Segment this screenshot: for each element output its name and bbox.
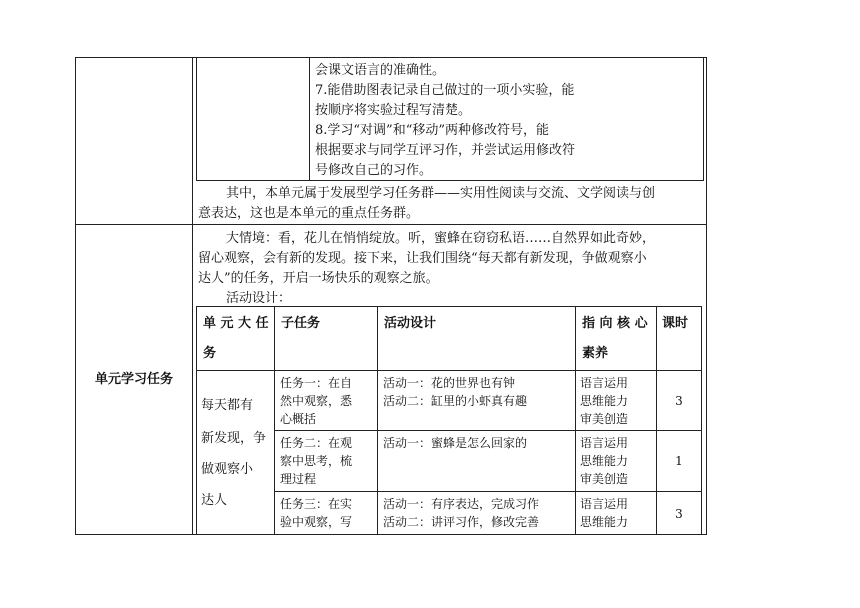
inner-top-right-border <box>703 57 704 181</box>
objective-line: 7.能借助图表记录自己做过的一项小实验，能 <box>315 83 575 98</box>
activity-table-col4 <box>575 306 576 534</box>
activity-line: 活动一：花的世界也有钟 <box>383 376 516 390</box>
big-task-line: 达人 <box>201 493 228 508</box>
literacy-line: 审美创造 <box>580 472 629 486</box>
label-column-divider <box>192 57 193 535</box>
scenario-line: 达人”的任务，开启一场快乐的观察之旅。 <box>198 271 439 286</box>
activity-table-top <box>196 306 702 307</box>
activity-line: 活动二：讲评习作，修改完善 <box>383 515 540 529</box>
sub-task-line: 任务一：在自 <box>280 376 353 390</box>
objective-line: 根据要求与同学互评习作，并尝试运用修改符 <box>315 143 576 158</box>
header-big-task: 单 元 大 任 <box>203 316 269 331</box>
summary-line: 意表达，这也是本单元的重点任务群。 <box>198 206 420 221</box>
hours-value: 3 <box>675 394 683 408</box>
outer-right-border <box>706 57 707 535</box>
objective-line: 号修改自己的习作。 <box>315 163 433 178</box>
hours-value: 1 <box>675 454 683 468</box>
big-task-line: 每天都有 <box>201 398 254 413</box>
literacy-line: 思维能力 <box>580 515 629 529</box>
sub-task-line: 任务三：在实 <box>280 497 353 511</box>
activity-table-left <box>196 306 197 534</box>
scenario-line: 留心观察，会有新的发现。接下来，让我们围绕“每天都有新发现，争做观察小 <box>198 251 647 266</box>
activity-table-col2 <box>274 306 275 534</box>
activity-line: 活动一：蜜蜂是怎么回家的 <box>383 436 528 450</box>
activity-design-label: 活动设计： <box>226 291 292 306</box>
sub-task-line: 任务二：在观 <box>280 436 353 450</box>
literacy-line: 语言运用 <box>580 497 629 511</box>
activity-line: 活动一：有序表达，完成习作 <box>383 497 540 511</box>
big-task-line: 新发现，争 <box>201 431 267 446</box>
literacy-line: 思维能力 <box>580 454 629 468</box>
objective-line: 8.学习“对调”和“移动”两种修改符号，能 <box>315 123 549 138</box>
section-divider <box>75 224 707 225</box>
activity-table-row1-bottom <box>274 430 702 431</box>
outer-top-border <box>75 57 707 58</box>
inner-top-bottom-border <box>196 180 704 181</box>
outer-left-border <box>75 57 76 535</box>
objective-line: 会课文语言的准确性。 <box>315 63 446 78</box>
header-activity: 活动设计 <box>384 316 437 331</box>
header-literacy: 指 向 核 心 <box>582 316 648 331</box>
activity-line: 活动二：缸里的小虾真有趣 <box>383 394 528 408</box>
hours-value: 3 <box>675 507 683 521</box>
sub-task-line: 然中观察，悉 <box>280 394 353 408</box>
activity-table-row2-bottom <box>274 491 702 492</box>
literacy-line: 审美创造 <box>580 412 629 426</box>
outer-bottom-border <box>75 534 707 535</box>
row-label-unit-task: 单元学习任务 <box>95 372 174 387</box>
scenario-line: 大情境：看，花儿在悄悄绽放。听，蜜蜂在窃窃私语……自然界如此奇妙， <box>226 231 656 246</box>
sub-task-line: 验中观察，写 <box>280 515 353 529</box>
summary-line: 其中，本单元属于发展型学习任务群——实用性阅读与交流、文学阅读与创 <box>226 186 656 201</box>
literacy-line: 思维能力 <box>580 394 629 408</box>
literacy-line: 语言运用 <box>580 436 629 450</box>
header-big-task-cont: 务 <box>203 346 217 361</box>
objective-line: 按顺序将实验过程写清楚。 <box>315 103 472 118</box>
header-literacy-cont: 素养 <box>582 346 609 361</box>
activity-table-col3 <box>377 306 378 534</box>
literacy-line: 语言运用 <box>580 376 629 390</box>
sub-task-line: 理过程 <box>280 472 317 486</box>
inner-top-left-border <box>196 57 197 181</box>
inner-top-mid-border <box>309 57 310 181</box>
activity-table-col5 <box>656 306 657 534</box>
activity-table-right <box>701 306 702 534</box>
sub-task-line: 心概括 <box>280 412 317 426</box>
header-sub-task: 子任务 <box>281 316 321 331</box>
sub-task-line: 察中思考，梳 <box>280 454 353 468</box>
header-hours: 课时 <box>662 316 689 331</box>
big-task-line: 做观察小 <box>201 462 254 477</box>
activity-table-header-bottom <box>196 370 702 371</box>
